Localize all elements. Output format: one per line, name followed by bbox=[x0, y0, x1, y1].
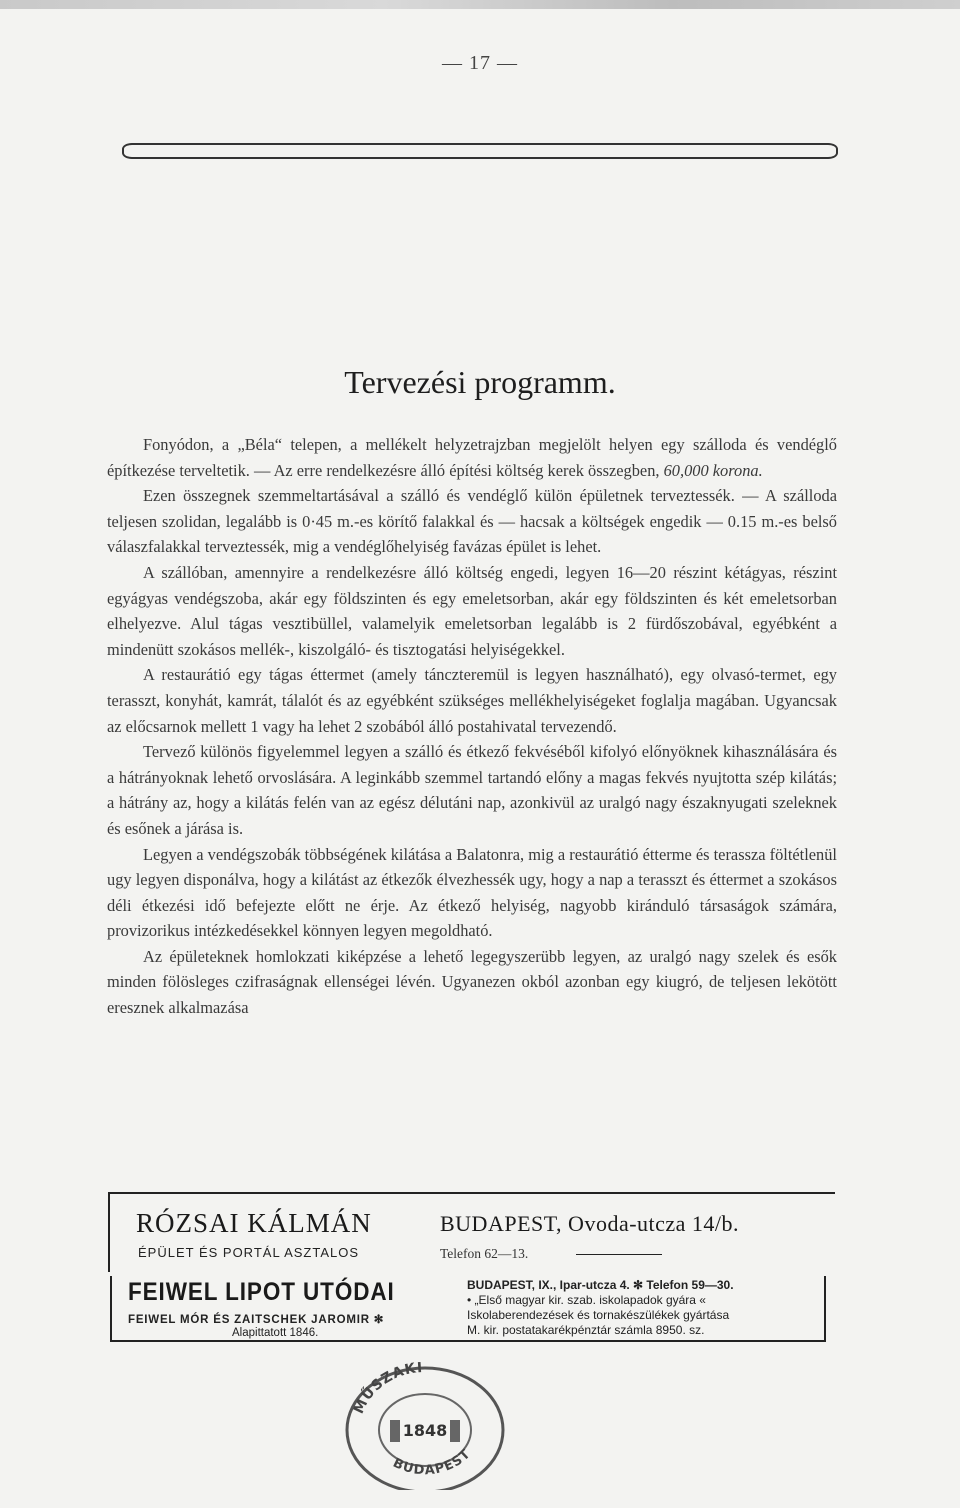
paragraph: A restaurátió egy tágas éttermet (amely tánczteremül is legyen használható), egy olvasó-termet, egy terasszt, konyhát, kamrát, tálalót és az egyébként szükséges mellékhelyiségeket foglalja magában. Ugyancsak az előcsarnok mellett 1 vagy ha lehet 2 szobából álló postahivatal tervezendő. bbox=[107, 665, 837, 736]
paragraph: Ezen összegnek szemmeltartásával a szálló és vendéglő külön épületnek terveztessék. — A szálloda teljesen szolidan, legalább is 0·45 m.-es körítő falakkal és — hacsak a költségek engedik — 0.15 m.-es belső válaszfalakkal terveztessék, mig a vendéglőhelyiség favázas épület is lehet. bbox=[107, 486, 837, 557]
advertiser-line: M. kir. postatakarékpénztár számla 8950. sz. bbox=[467, 1323, 705, 1337]
paragraph bbox=[107, 432, 837, 483]
page-title: Tervezési programm. bbox=[344, 364, 616, 400]
decorative-rule bbox=[122, 143, 838, 159]
advertiser-address: BUDAPEST, Ovoda-utcza 14/b. bbox=[440, 1211, 740, 1236]
founded-year: Alapittatott 1846. bbox=[232, 1327, 319, 1339]
library-stamp bbox=[340, 1360, 510, 1490]
stamp-text-bottom: BUDAPEST bbox=[390, 1446, 475, 1479]
advertiser-name: FEIWEL LIPOT UTÓDAI bbox=[128, 1278, 395, 1306]
body-text bbox=[107, 432, 837, 1021]
advertiser-line: • „Első magyar kir. szab. iskolapadok gyára « bbox=[467, 1293, 706, 1307]
phone-rule bbox=[576, 1254, 662, 1255]
advertiser-trade: ÉPÜLET ÉS PORTÁL ASZTALOS bbox=[138, 1245, 360, 1260]
paragraph: Legyen a vendégszobák többségének kilátása a Balatonra, mig a restaurátió étterme és terassza föltétlenül ugy legyen disponálva, hogy a kilátást az étkezők élvezhessék ugy, hogy a nap a terasszt és éttermet a szokásos déli étkezési idő befejezte előtt ne érje. Az étkező helyiség, nagyobb kiránduló társaságok számára, provizorikus intézkedésekkel könnyen legyen megoldható. bbox=[107, 844, 837, 941]
stamp-text-top: MŰSZAKI bbox=[350, 1360, 424, 1417]
paragraph: A szállóban, amennyire a rendelkezésre álló költség engedi, legyen 16—20 részint kétágyas, részint egyágyas vendégszoba, akár egy földszinten és egy emeletsorban, akár egy földszinten és két emeletsorban elhelyezve. Alul tágas vesztibüllel, valamelyik emeletsorban legalább is 2 fürdőszobával, egyébként a mindenütt szokásos mellék-, kiszolgáló- és tisztogatási helyiségekkel. bbox=[107, 562, 837, 659]
advertiser-phone: Telefon 62—13. bbox=[440, 1246, 529, 1261]
svg-text:BUDAPEST bbox=[390, 1447, 474, 1479]
paragraph: Az épületeknek homlokzati kiképzése a lehető legegyszerübb legyen, az uralgó nagy szelek és esők minden fölösleges czifraságnak ellenségei lévén. Ugyanezen okból azonban egy kiugró, de teljesen lekötött eresznek alkalmazása bbox=[107, 946, 837, 1018]
advertiser-owners: FEIWEL MÓR ÉS ZAITSCHEK JAROMIR ✻ bbox=[128, 1314, 385, 1326]
advertiser-details bbox=[467, 1278, 822, 1338]
scan-edge-strip bbox=[0, 0, 960, 9]
paragraph-text: Fonyódon, a „Béla“ telepen, a mellékelt helyzetrajzban megjelölt helyen egy szálloda és vendéglő építkezése terveltetik. — Az erre rendelkezésre álló építési költség kerek összegben, bbox=[107, 435, 837, 480]
advertisement-feiwel bbox=[110, 1276, 826, 1342]
advertiser-address: BUDAPEST, IX., Ipar-utcza 4. ✻ Telefon 59—30. bbox=[467, 1278, 734, 1292]
ad-bottom-rule bbox=[112, 1340, 824, 1342]
stamp-seal-icon bbox=[340, 1360, 510, 1490]
paragraph: Tervező különös figyelemmel legyen a szálló és étkező fekvéséből kifolyó előnyöknek kihasználására és a hátrányoknak lehető orvoslására. A leginkább szemmel tartandó előny a magas fekvés nyujtotta szép kilátás; a hátrány az, hogy a kilátás felén van az egész délutáni nap, azonkivül az uralgó nagy északnyugati szeleknek és esőnek a járása is. bbox=[107, 742, 837, 838]
page-number: — 17 — bbox=[442, 52, 518, 74]
advertiser-name: RÓZSAI KÁLMÁN bbox=[136, 1208, 372, 1238]
advertisement-rozsai bbox=[108, 1192, 835, 1272]
advertiser-line: Iskolaberendezések és tornakészülékek gyártása bbox=[467, 1308, 730, 1322]
stamp-year: 1848 bbox=[402, 1421, 448, 1440]
budget-amount: 60,000 korona. bbox=[663, 460, 763, 480]
